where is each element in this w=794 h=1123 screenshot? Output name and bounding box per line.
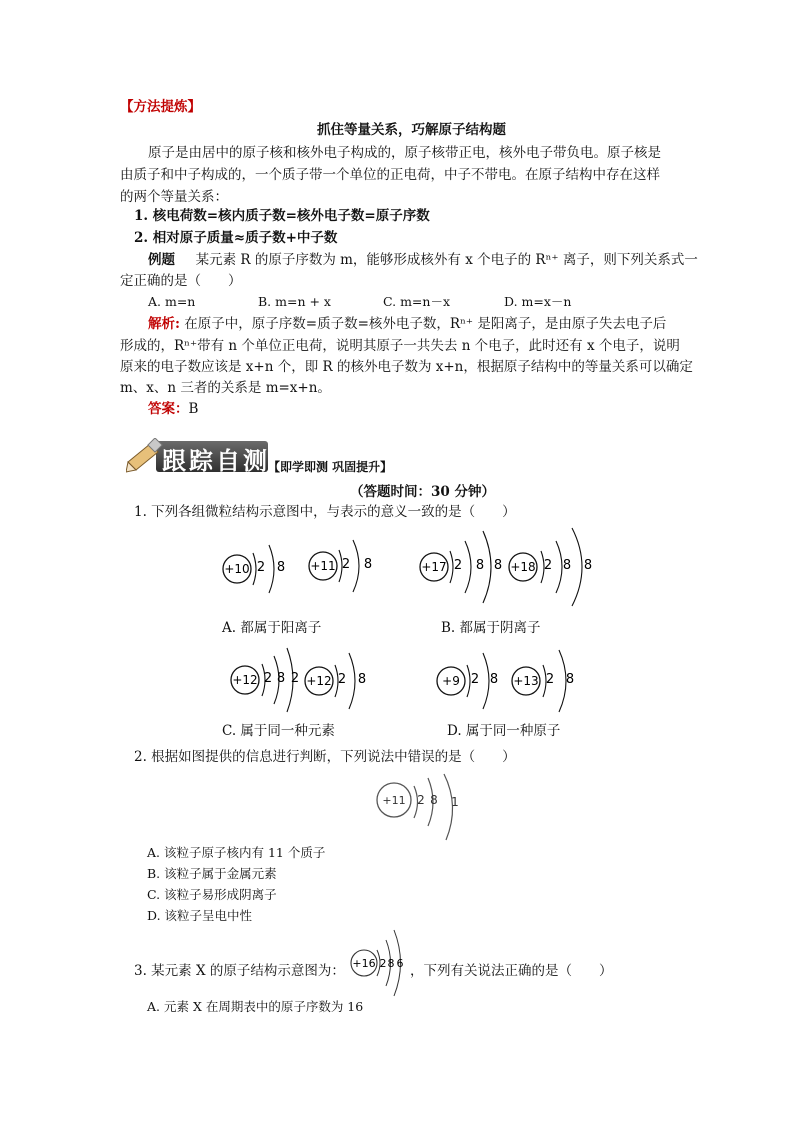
atom-diagram-ar bbox=[509, 528, 592, 606]
q3-option-a: A. 元素 X 在周期表中的原子序数为 16 bbox=[147, 999, 364, 1014]
shell-count: 8 bbox=[475, 558, 485, 573]
nucleus-charge: +17 bbox=[421, 560, 447, 574]
q3-stem-before: 3. 某元素 X 的原子结构示意图为： bbox=[134, 963, 345, 979]
answer-value: B bbox=[188, 401, 199, 417]
q1-option-d: D. 属于同一种原子 bbox=[447, 723, 561, 739]
q1-stem: 1. 下列各组微粒结构示意图中，与表示的意义一致的是（ ） bbox=[134, 504, 516, 520]
shell-count: 6 bbox=[396, 957, 404, 970]
q2-option-b: B. 该粒子属于金属元素 bbox=[147, 866, 277, 881]
nucleus-charge: +16 bbox=[352, 957, 376, 970]
rule-1: 1. 核电荷数=核内质子数=核外电子数=原子序数 bbox=[134, 208, 430, 224]
atom-diagram-cl-ion bbox=[420, 531, 502, 603]
shell-count: 8 bbox=[562, 558, 572, 573]
shell-count: 2 bbox=[290, 671, 300, 686]
atom-diagram-mg-ion bbox=[305, 653, 366, 709]
shell-count: 8 bbox=[387, 957, 395, 970]
shell-count: 2 bbox=[417, 793, 425, 807]
atom-diagram-na bbox=[377, 774, 459, 840]
q2-stem: 2. 根据如图提供的信息进行判断，下列说法中错误的是（ ） bbox=[134, 749, 516, 765]
shell-count: 2 bbox=[263, 671, 273, 686]
shell-count: 8 bbox=[363, 557, 373, 572]
shell-count: 8 bbox=[430, 793, 438, 807]
atom-diagram-s bbox=[351, 930, 404, 996]
method-title: 抓住等量关系，巧解原子结构题 bbox=[317, 122, 506, 138]
analysis-line-4: m、x、n 三者的关系是 m=x+n。 bbox=[120, 380, 331, 396]
nucleus-charge: +13 bbox=[513, 674, 539, 688]
nucleus-charge: +18 bbox=[510, 560, 536, 574]
banner-subtitle: 【即学即测 巩固提升】 bbox=[268, 460, 393, 474]
atom-diagram-ne bbox=[223, 545, 285, 593]
shell-count: 2 bbox=[379, 957, 387, 970]
shell-count: 8 bbox=[493, 558, 503, 573]
nucleus-charge: +10 bbox=[224, 562, 250, 576]
analysis-line-2: 形成的，Rⁿ⁺带有 n 个单位正电荷，说明其原子一共失去 n 个电子，此时还有 x 个电子，说明 bbox=[120, 338, 680, 354]
analysis-label: 解析: bbox=[148, 316, 180, 332]
example-text: 某元素 R 的原子序数为 m，能够形成核外有 x 个电子的 Rⁿ⁺ 离子，则下列关系式一 bbox=[195, 252, 698, 268]
shell-count: 2 bbox=[545, 672, 555, 687]
shell-count: 2 bbox=[337, 672, 347, 687]
method-para-line-3: 的两个等量关系： bbox=[120, 189, 228, 205]
example-option-d: D. m=x－n bbox=[504, 294, 572, 309]
example-option-b: B. m=n + x bbox=[258, 294, 331, 309]
nucleus-charge: +12 bbox=[306, 674, 332, 688]
shell-count: 8 bbox=[489, 672, 499, 687]
method-para-line-2: 由质子和中子构成的，一个质子带一个单位的正电荷，中子不带电。在原子结构中存在这样 bbox=[120, 167, 660, 183]
atom-diagram-al-ion bbox=[512, 650, 574, 712]
rule-2: 2. 相对原子质量≈质子数+中子数 bbox=[134, 230, 338, 246]
shell-count: 2 bbox=[341, 557, 351, 572]
shell-count: 8 bbox=[583, 558, 593, 573]
shell-count: 2 bbox=[256, 560, 266, 575]
method-header: 【方法提炼】 bbox=[120, 99, 201, 115]
shell-count: 8 bbox=[357, 672, 367, 687]
atom-diagram-na-ion bbox=[309, 540, 372, 592]
shell-count: 2 bbox=[470, 672, 480, 687]
q2-option-a: A. 该粒子原子核内有 11 个质子 bbox=[147, 845, 326, 860]
shell-count: 2 bbox=[453, 558, 463, 573]
q2-option-c: C. 该粒子易形成阴离子 bbox=[147, 887, 277, 902]
q3-stem-after: ，下列有关说法正确的是（ ） bbox=[410, 963, 613, 979]
method-para-line-1: 原子是由居中的原子核和核外电子构成的，原子核带正电，核外电子带负电。原子核是 bbox=[148, 145, 661, 161]
banner-title: 跟踪自测 bbox=[162, 447, 270, 475]
example-line-2: 定正确的是（ ） bbox=[120, 273, 242, 289]
analysis-line-3: 原来的电子数应该是 x+n 个，即 R 的核外电子数为 x+n，根据原子结构中的等量关系可以确定 bbox=[120, 359, 693, 375]
q2-option-d: D. 该粒子呈电中性 bbox=[147, 908, 253, 923]
q1-option-c: C. 属于同一种元素 bbox=[222, 723, 335, 739]
example-label: 例题 bbox=[148, 252, 175, 268]
q1-option-b: B. 都属于阴离子 bbox=[441, 620, 541, 636]
analysis-text: 在原子中，原子序数=质子数=核外电子数，Rⁿ⁺ 是阳离子，是由原子失去电子后 bbox=[184, 316, 667, 332]
shell-count: 1 bbox=[451, 795, 459, 809]
answer-time: （答题时间：30 分钟） bbox=[350, 484, 495, 500]
example-option-a: A. m=n bbox=[148, 294, 196, 309]
atom-diagram-f bbox=[437, 653, 498, 709]
shell-count: 8 bbox=[276, 560, 286, 575]
shell-count: 2 bbox=[543, 558, 553, 573]
nucleus-charge: +12 bbox=[232, 673, 258, 687]
q1-option-a: A. 都属于阳离子 bbox=[222, 620, 322, 636]
shell-count: 8 bbox=[276, 671, 286, 686]
shell-count: 8 bbox=[565, 672, 575, 687]
atom-diagram-mg bbox=[231, 648, 299, 712]
nucleus-charge: +11 bbox=[382, 794, 406, 807]
example-option-c: C. m=n－x bbox=[383, 294, 450, 309]
answer-label: 答案： bbox=[148, 401, 189, 417]
nucleus-charge: +9 bbox=[442, 674, 460, 688]
nucleus-charge: +11 bbox=[310, 559, 336, 573]
